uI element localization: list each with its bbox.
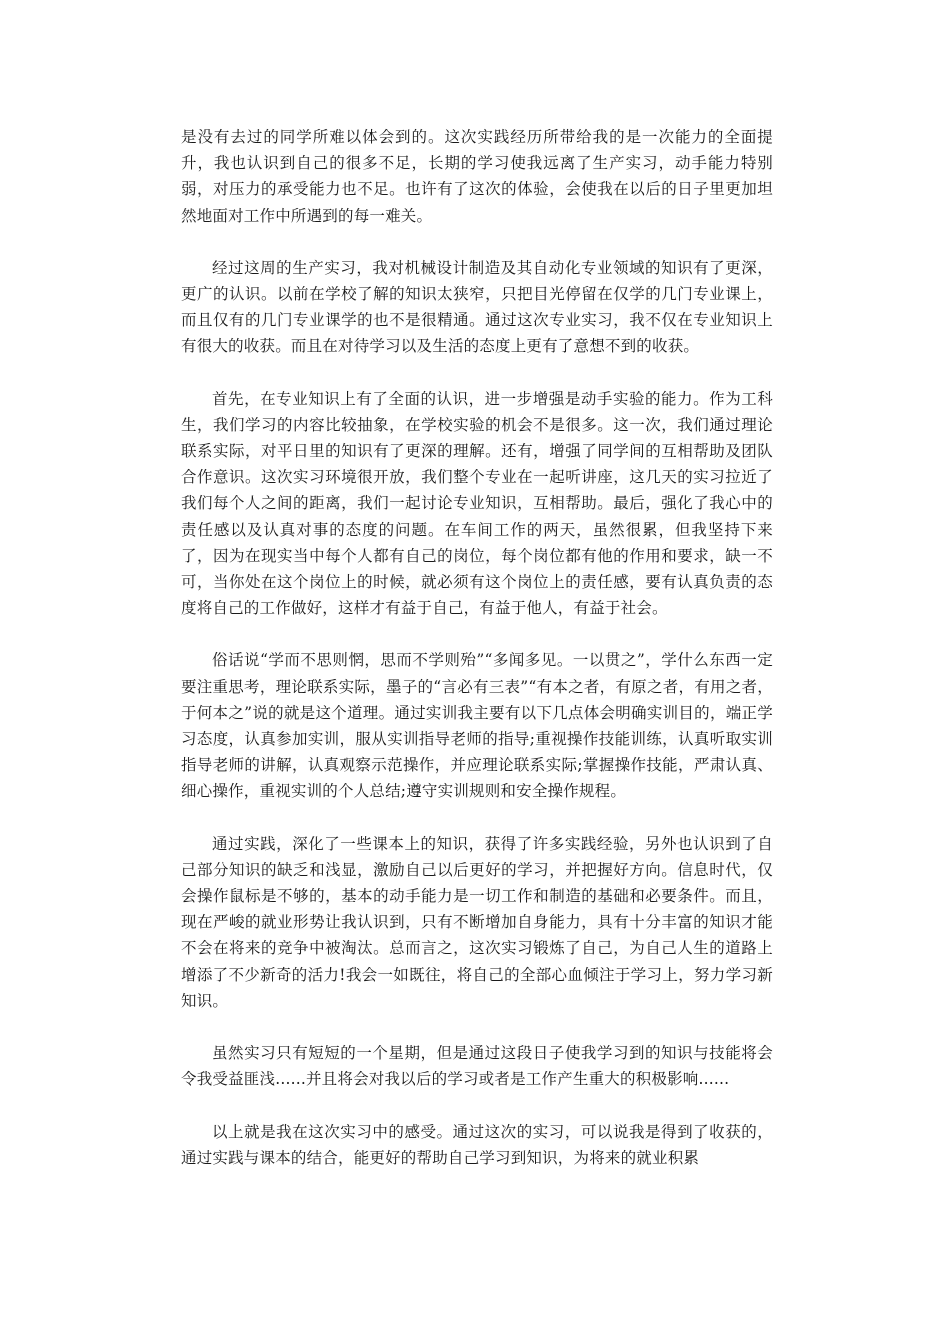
paragraph-one-week: 虽然实习只有短短的一个星期，但是通过这段日子使我学习到的知识与技能将会令我受益匪浅......并且将会对我以后的学习或者是工作产生重大的积极影响......	[181, 1044, 773, 1089]
paragraph-practice: 通过实践，深化了一些课本上的知识，获得了许多实践经验，另外也认识到了自己部分知识的缺乏和浅显，激励自己以后更好的学习，并把握好方向。信息时代，仅会操作鼠标是不够的，基本的动手能力是一切工作和制造的基础和必要条件。而且，现在严峻的就业形势让我认识到，只有不断增加自身能力，具有十分丰富的知识才能不会在将来的竞争中被淘汰。总而言之，这次实习锻炼了自己，为自己人生的道路上增添了不少新奇的活力!我会一如既往，将自己的全部心血倾注于学习上，努力学习新知识。	[181, 834, 773, 1010]
paragraph-continuation: 是没有去过的同学所难以体会到的。这次实践经历所带给我的是一次能力的全面提升，我也认识到自己的很多不足，长期的学习使我远离了生产实习，动手能力特别弱，对压力的承受能力也不足。也许有了这次的体验，会使我在以后的日子里更加坦然地面对工作中所遇到的每一难关。	[181, 128, 773, 225]
paragraph-professional-knowledge: 经过这周的生产实习，我对机械设计制造及其自动化专业领域的知识有了更深，更广的认识。以前在学校了解的知识太狭窄，只把目光停留在仅学的几门专业课上，而且仅有的几门专业课学的也不是很精通。通过这次专业实习，我不仅在专业知识上有很大的收获。而且在对待学习以及生活的态度上更有了意想不到的收获。	[181, 258, 773, 356]
paragraph-summary: 以上就是我在这次实习中的感受。通过这次的实习，可以说我是得到了收获的，通过实践与课本的结合，能更好的帮助自己学习到知识，为将来的就业积累	[181, 1122, 773, 1167]
paragraph-first-gains: 首先，在专业知识上有了全面的认识，进一步增强是动手实验的能力。作为工科生，我们学习的内容比较抽象，在学校实验的机会不是很多。这一次，我们通过理论联系实际，对平日里的知识有了更深的理解。还有，增强了同学间的互相帮助及团队合作意识。这次实习环境很开放，我们整个专业在一起听讲座，这几天的实习拉近了我们每个人之间的距离，我们一起讨论专业知识，互相帮助。最后，强化了我心中的责任感以及认真对事的态度的问题。在车间工作的两天，虽然很累，但我坚持下来了，因为在现实当中每个人都有自己的岗位，每个岗位都有他的作用和要求，缺一不可，当你处在这个岗位上的时候，就必须有这个岗位上的责任感，要有认真负责的态度将自己的工作做好，这样才有益于自己，有益于他人，有益于社会。	[181, 389, 773, 618]
paragraph-proverb: 俗话说“学而不思则惘，思而不学则殆”“多闻多见。一以贯之”，学什么东西一定要注重思考，理论联系实际，墨子的“言必有三表”“有本之者，有原之者，有用之者，于何本之”说的就是这个道理。通过实训我主要有以下几点体会明确实训目的，端正学习态度，认真参加实训，服从实训指导老师的指导;重视操作技能训练，认真听取实训指导老师的讲解，认真观察示范操作，并应理论联系实际;掌握操作技能，严肃认真、细心操作，重视实训的个人总结;遵守实训规则和安全操作规程。	[181, 651, 773, 801]
document-body	[181, 124, 773, 1197]
